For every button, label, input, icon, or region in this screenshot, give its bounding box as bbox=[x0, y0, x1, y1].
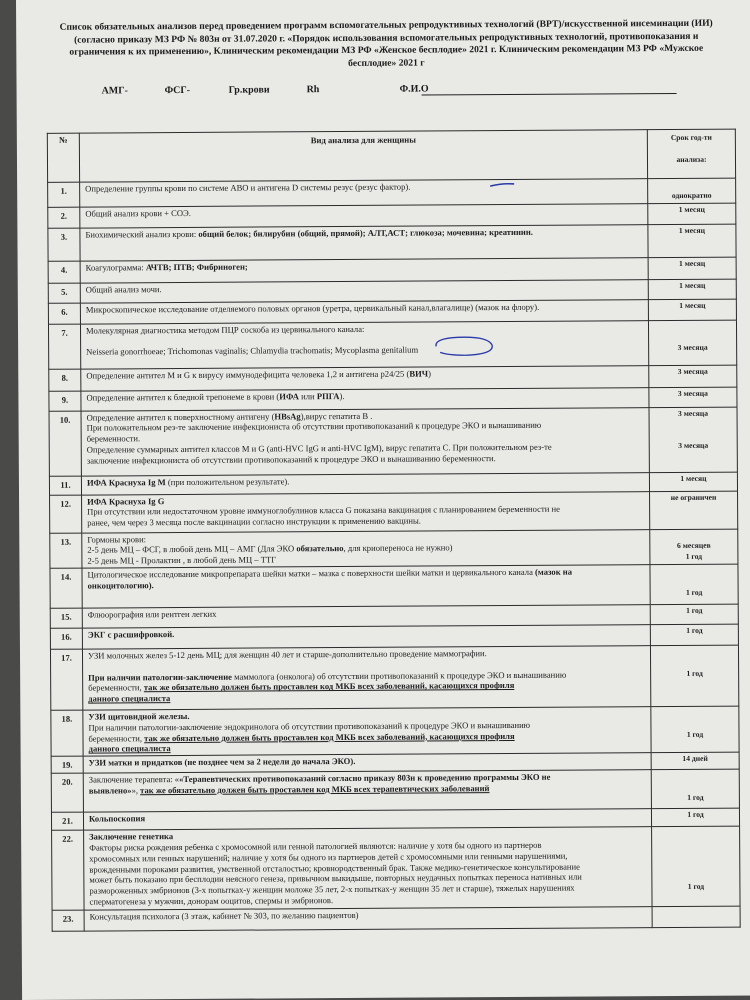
analysis-text: Биохимический анализ крови: bbox=[85, 228, 199, 240]
period-line bbox=[653, 419, 734, 430]
analysis-text: УЗИ молочных желез 5-12 день МЦ; для женщин 40 лет и старше-дополнительно проведение маммографии. bbox=[87, 648, 487, 661]
analysis-text: обязательно bbox=[296, 543, 344, 554]
analysis-text: беременности. bbox=[86, 433, 141, 444]
analysis-cell bbox=[84, 907, 652, 931]
analysis-text: РПГА bbox=[316, 390, 340, 401]
period-cell bbox=[652, 826, 740, 907]
period-line: 1 месяц bbox=[678, 258, 706, 268]
header-number: № bbox=[47, 133, 79, 182]
period-cell bbox=[649, 407, 737, 473]
analysis-text: Общий анализ мочи. bbox=[85, 283, 162, 295]
table-row bbox=[52, 826, 740, 910]
table-row bbox=[50, 564, 738, 608]
analysis-line bbox=[85, 180, 644, 194]
table-row bbox=[50, 529, 738, 569]
analysis-cell bbox=[84, 827, 652, 910]
table-row bbox=[48, 320, 736, 369]
period-cell bbox=[650, 604, 738, 625]
amg-field-label: АМГ- bbox=[101, 85, 128, 97]
table-row bbox=[48, 224, 736, 261]
fsh-field-label: ФСГ- bbox=[164, 84, 191, 97]
row-number: 15. bbox=[50, 608, 82, 628]
period-cell bbox=[650, 491, 738, 530]
analysis-cell bbox=[80, 224, 648, 260]
analysis-text: При наличии патологии-заключение bbox=[88, 671, 232, 683]
name-field-label: Ф.И.О bbox=[399, 83, 429, 95]
analysis-cell bbox=[81, 407, 649, 475]
period-cell bbox=[650, 624, 738, 646]
period-line: 1 год bbox=[686, 668, 703, 678]
period-line: 14 дней bbox=[682, 753, 708, 764]
period-cell bbox=[648, 203, 736, 225]
period-line bbox=[654, 690, 735, 701]
period-line: 3 месяца bbox=[678, 408, 709, 418]
analysis-text: Коагулограмма: bbox=[85, 261, 146, 273]
period-line: 3 месяца bbox=[677, 366, 708, 376]
analysis-text: Гормоны крови: bbox=[87, 533, 147, 545]
analysis-text: ),вирус гепатита В . bbox=[300, 410, 373, 421]
period-line: 3 месяца bbox=[677, 388, 708, 398]
period-cell bbox=[648, 178, 736, 203]
analysis-line bbox=[85, 205, 644, 219]
row-number: 23. bbox=[52, 910, 84, 931]
analysis-text: выявлено» bbox=[88, 785, 132, 796]
period-cell bbox=[648, 279, 736, 300]
row-number: 14. bbox=[50, 568, 82, 608]
period-line bbox=[655, 871, 736, 882]
analysis-line bbox=[86, 389, 645, 403]
row-number: 21. bbox=[51, 812, 83, 830]
analysis-line bbox=[88, 606, 647, 620]
analysis-text: 2-5 день МЦ – ФСГ, в любой день МЦ – АМГ (Для ЭКО bbox=[87, 543, 297, 555]
analysis-text: общий белок; билирубин (общий, прямой); АЛТ,АСТ; глюкоза; мочевина; креатинин. bbox=[198, 226, 533, 239]
analyses-table bbox=[47, 129, 741, 932]
period-line bbox=[655, 771, 736, 782]
analysis-text: «Терапевтических противопоказаний согласно приказу 803н к проведению программы ЭКО не bbox=[179, 771, 551, 785]
analysis-text: Определение группы крови по системе АВО и антигена D системы резус (резус фактор). bbox=[85, 181, 411, 194]
period-cell bbox=[651, 769, 739, 809]
analysis-text: хромосомных или генных нарушений; наличие у хотя бы одного из партнеров детей с хромосомными или генными нарушениями, bbox=[89, 850, 568, 864]
analysis-text: Флюорография или рентген легких bbox=[87, 608, 217, 620]
analysis-text: данного специалиста bbox=[88, 743, 171, 754]
period-line: однократно bbox=[671, 190, 712, 200]
analysis-text: Заключение генетика bbox=[89, 831, 174, 842]
row-number: 4. bbox=[48, 261, 80, 283]
analysis-text: Определение антител М и G к вирусу иммунодефицита человека 1,2 и антигена р24/25 ( bbox=[86, 368, 410, 381]
analysis-text: Цитологическое исследование микропрепарата шейки матки – мазка с поверхности шейки матки и цервикального канала bbox=[87, 566, 536, 580]
period-line bbox=[654, 647, 735, 658]
row-number: 8. bbox=[49, 369, 81, 391]
period-line: 1 год bbox=[686, 729, 704, 739]
period-line bbox=[654, 576, 735, 587]
period-cell bbox=[650, 529, 738, 565]
period-line bbox=[654, 708, 735, 719]
period-line bbox=[652, 321, 733, 332]
period-line bbox=[652, 332, 733, 343]
table-row bbox=[49, 407, 737, 476]
document-page bbox=[16, 0, 750, 1000]
analysis-line bbox=[87, 474, 646, 488]
table-row bbox=[51, 769, 739, 812]
analysis-text: 2-5 день МЦ - Пролактин , в любой день МЦ – ТТГ bbox=[87, 554, 277, 566]
period-line bbox=[653, 451, 734, 462]
table-row bbox=[52, 906, 740, 931]
analysis-text: (мазок на bbox=[534, 566, 573, 577]
analysis-line bbox=[87, 514, 646, 528]
analysis-text: Определение антител к бледной трепонеме в крови ( bbox=[86, 390, 280, 403]
table-row bbox=[50, 645, 738, 710]
period-line bbox=[653, 566, 734, 577]
analysis-line bbox=[88, 626, 647, 640]
period-line: 1 месяц bbox=[679, 300, 706, 310]
blood-group-field-label: Гр.крови bbox=[228, 84, 270, 96]
period-line bbox=[655, 782, 736, 793]
analysis-text: размороженных эмбрионов (3-х попытках-у женщин моложе 35 лет, 2-х попытках-у женщин 35 лет и старше), тяжелых нарушениях bbox=[89, 882, 575, 896]
analysis-text: ИФА Краснуха Ig G bbox=[87, 495, 165, 507]
analysis-text: Общий анализ крови + СОЭ. bbox=[85, 207, 191, 219]
period-cell bbox=[651, 706, 739, 753]
analysis-text: Консультация психолога (3 этаж, кабинет № 303, по желанию пациентов) bbox=[89, 910, 359, 922]
analysis-text: так же обязательно должен быть проставлен код МКБ всех терапевтических заболеваний bbox=[140, 783, 490, 796]
document-title: Список обязательных анализов перед проведением программ вспомогательных репродуктивных технологий (ВРТ)/искусственной инсеминации (ИИ) (согласно приказу МЗ РФ № 803н от 31.07.2020 г. «Порядок использования вспомогательных репродуктивных технологий, противопоказания и ограничения к их применению», Клиническим рекомендации МЗ РФ «Женское бесплодие» 2021 г. Клиническим рекомендации МЗ РФ «Мужское бесплодие» 2021 г bbox=[59, 17, 713, 69]
analysis-line bbox=[86, 343, 645, 357]
row-number: 22. bbox=[52, 830, 84, 910]
analysis-text: УЗИ щитовидной железы. bbox=[88, 710, 190, 722]
row-number: 6. bbox=[48, 303, 80, 324]
row-number: 20. bbox=[51, 773, 83, 812]
analysis-text: ). bbox=[339, 390, 345, 401]
period-cell bbox=[650, 564, 738, 605]
period-line: 1 месяц bbox=[680, 473, 707, 483]
analysis-text: может быть показано при бесплодии неясного генеза, привычном выкидыше, повторных неудачных попытках переноса нативных или bbox=[89, 871, 582, 885]
analysis-line bbox=[86, 281, 645, 295]
row-number: 5. bbox=[48, 283, 80, 303]
analysis-text: ЭКГ с расшифровкой. bbox=[87, 629, 175, 640]
analysis-text: (при положительном результате). bbox=[165, 475, 290, 487]
analysis-line bbox=[89, 754, 648, 768]
analysis-line bbox=[89, 893, 648, 907]
analysis-cell bbox=[82, 491, 650, 532]
analysis-text: ИФА Краснуха Ig M bbox=[86, 476, 166, 488]
period-line bbox=[655, 849, 736, 860]
period-line: 3 месяца bbox=[678, 440, 709, 450]
period-line bbox=[655, 839, 736, 850]
period-line: 1 год bbox=[687, 792, 704, 802]
analysis-text: заключение инфекциониста об отсутствии противопоказаний к процедуре ЭКО и вынашиванию беременности. bbox=[86, 452, 496, 466]
period-cell bbox=[651, 752, 739, 770]
row-number: 19. bbox=[51, 756, 83, 773]
row-number: 18. bbox=[51, 710, 83, 756]
table-header-row bbox=[47, 129, 735, 182]
analysis-text: онкоцитологию). bbox=[87, 579, 154, 591]
analysis-text: Молекулярная диагностика методом ПЦР соскоба из цервикального канала: bbox=[85, 323, 365, 336]
analysis-text: беременности, bbox=[88, 732, 145, 744]
analysis-text: беременности, bbox=[88, 682, 144, 693]
analysis-cell bbox=[82, 565, 650, 608]
analysis-text: , вирус гепатита С. При положительном рез-те bbox=[381, 441, 552, 453]
analysis-text: При положительном рез-те заключение инфекциониста об отсутствии противопоказаний к процедуре ЭКО и вынашиванию bbox=[86, 420, 542, 433]
row-number: 10. bbox=[49, 411, 81, 476]
table-row bbox=[51, 706, 739, 756]
period-cell bbox=[652, 906, 740, 928]
table-row bbox=[50, 491, 738, 533]
period-line bbox=[655, 828, 736, 839]
analysis-text: ранее, чем через 3 месяца после вакцинации согласно инструкции к применению вакцины. bbox=[87, 515, 421, 528]
period-cell bbox=[651, 808, 739, 827]
period-line: 1 месяц bbox=[678, 225, 706, 235]
analysis-text: Заключение терапевта: « bbox=[88, 774, 180, 785]
row-number: 9. bbox=[49, 391, 81, 411]
row-number: 13. bbox=[50, 533, 82, 569]
analysis-line bbox=[86, 301, 645, 315]
row-number: 12. bbox=[50, 495, 82, 533]
analysis-text: Факторы риска рождения ребенка с хромосомной или генной патологией являются: наличие у хотя бы одного из партнеров bbox=[89, 839, 542, 853]
analysis-text: УЗИ матки и придатков (не позднее чем за 2 недели до начала ЭКО). bbox=[88, 756, 356, 768]
row-number: 1. bbox=[48, 182, 80, 207]
period-line bbox=[651, 180, 732, 191]
period-line bbox=[655, 860, 736, 871]
period-line bbox=[653, 430, 734, 441]
period-line bbox=[654, 718, 735, 729]
analysis-text: Определение суммарных антител классов bbox=[86, 443, 242, 455]
row-number: 3. bbox=[48, 228, 80, 261]
period-line: 1 год bbox=[685, 587, 703, 597]
period-cell bbox=[649, 365, 737, 388]
analysis-text: маммолога (онколога) об отсутствии противопоказаний к процедуре ЭКО и вынашиванию bbox=[231, 669, 567, 682]
period-cell bbox=[648, 299, 736, 321]
name-field-underline bbox=[422, 93, 677, 96]
period-line: 1 год bbox=[686, 605, 703, 615]
period-line: 6 месяцев bbox=[676, 541, 711, 551]
analysis-line bbox=[85, 226, 644, 240]
analysis-text: М и G (anti-HVC IgG и anti-HVC IgM) bbox=[241, 442, 382, 454]
period-line: 3 месяца bbox=[677, 342, 708, 353]
header-period bbox=[647, 129, 735, 179]
row-number: 11. bbox=[49, 476, 81, 495]
header-period-line bbox=[651, 143, 732, 154]
row-number: 16. bbox=[50, 628, 82, 649]
analysis-text: или bbox=[298, 390, 317, 401]
analysis-text: Микроскопическое исследование отделяемого половых органов (уретра, цервикальный канал,влагалище) (мазок на флору). bbox=[85, 301, 540, 315]
analysis-text: Neisseria gonorrhoeae; Trichomonas vaginalis; Chlamydia trachomatis; Mycoplasma genitalium bbox=[86, 344, 419, 357]
analysis-cell bbox=[83, 707, 651, 757]
analysis-line bbox=[90, 908, 649, 922]
period-line: 1 месяц bbox=[679, 280, 706, 290]
analysis-text: так же обязательно должен быть проставлен код МКБ всех заболеваний, касающихся профиля bbox=[143, 680, 515, 693]
rh-field-label: Rh bbox=[306, 84, 320, 96]
analysis-text: Кольпоскопия bbox=[88, 813, 146, 824]
analysis-cell bbox=[80, 179, 648, 207]
row-number: 7. bbox=[48, 324, 80, 369]
header-period-line: анализа: bbox=[676, 154, 707, 164]
analysis-text: », bbox=[131, 785, 141, 796]
analysis-text: АЧТВ; ПТВ; Фибриноген; bbox=[145, 261, 248, 272]
analysis-text: При отсутствии или недостаточном уровне иммуноглобулинов класса G показана вакцинация с планированием беременности не bbox=[87, 504, 560, 517]
period-cell bbox=[648, 320, 736, 366]
period-cell bbox=[649, 387, 737, 408]
period-cell bbox=[649, 472, 737, 492]
row-number: 17. bbox=[50, 649, 82, 710]
analysis-text: ИФА bbox=[279, 390, 300, 401]
period-line: 1 год bbox=[687, 809, 704, 820]
analysis-line bbox=[86, 367, 645, 381]
period-line bbox=[655, 893, 736, 904]
analysis-text: сперматогенеза у мужчин, донорам ооцитов, спермы и эмбрионов. bbox=[89, 895, 334, 907]
period-cell bbox=[648, 257, 736, 280]
analysis-text: , для криопереноса не нужно) bbox=[343, 542, 453, 554]
analysis-line bbox=[89, 810, 648, 824]
header-period-line: Срок год-ти bbox=[670, 132, 712, 143]
period-line: 1 месяц bbox=[678, 204, 705, 214]
analysis-text: Определение антител к поверхностному антигену ( bbox=[86, 411, 275, 423]
period-cell bbox=[648, 224, 736, 258]
period-line: 1 год bbox=[685, 552, 703, 562]
period-line bbox=[653, 530, 734, 541]
analysis-text: так же обязательно должен быть проставлен код МКБ всех заболеваний, касающихся профиля bbox=[144, 730, 515, 743]
analysis-text: HBsAg bbox=[274, 410, 301, 422]
analysis-line bbox=[86, 259, 645, 273]
analysis-text: ) bbox=[428, 368, 431, 379]
analysis-cell bbox=[82, 529, 650, 568]
period-line bbox=[655, 740, 736, 751]
period-line: не ограничен bbox=[670, 492, 717, 502]
analysis-cell bbox=[82, 646, 650, 710]
analysis-line bbox=[87, 452, 646, 466]
period-line bbox=[654, 679, 735, 690]
period-line bbox=[656, 908, 737, 919]
analysis-text: При наличии патологии-заключение эндокринолога об отсутствии противопоказаний к процедуре ЭКО и вынашиванию bbox=[88, 719, 531, 733]
header-analysis: Вид анализа для женщины bbox=[79, 130, 647, 182]
period-line: 1 год bbox=[687, 881, 705, 892]
period-line bbox=[654, 657, 735, 668]
period-line: 1 год bbox=[686, 625, 703, 635]
analysis-cell bbox=[80, 320, 648, 368]
analysis-cell bbox=[83, 770, 651, 812]
analysis-text: ВИЧ bbox=[409, 368, 429, 379]
analysis-line bbox=[89, 782, 648, 796]
analysis-text: врожденными пороками развития, умственной отсталостью; кровнородственный брак. Также медико-генетическое консультирование bbox=[89, 861, 580, 875]
row-number: 2. bbox=[48, 207, 80, 228]
period-cell bbox=[650, 645, 738, 707]
analysis-text: данного специалиста bbox=[88, 693, 171, 704]
